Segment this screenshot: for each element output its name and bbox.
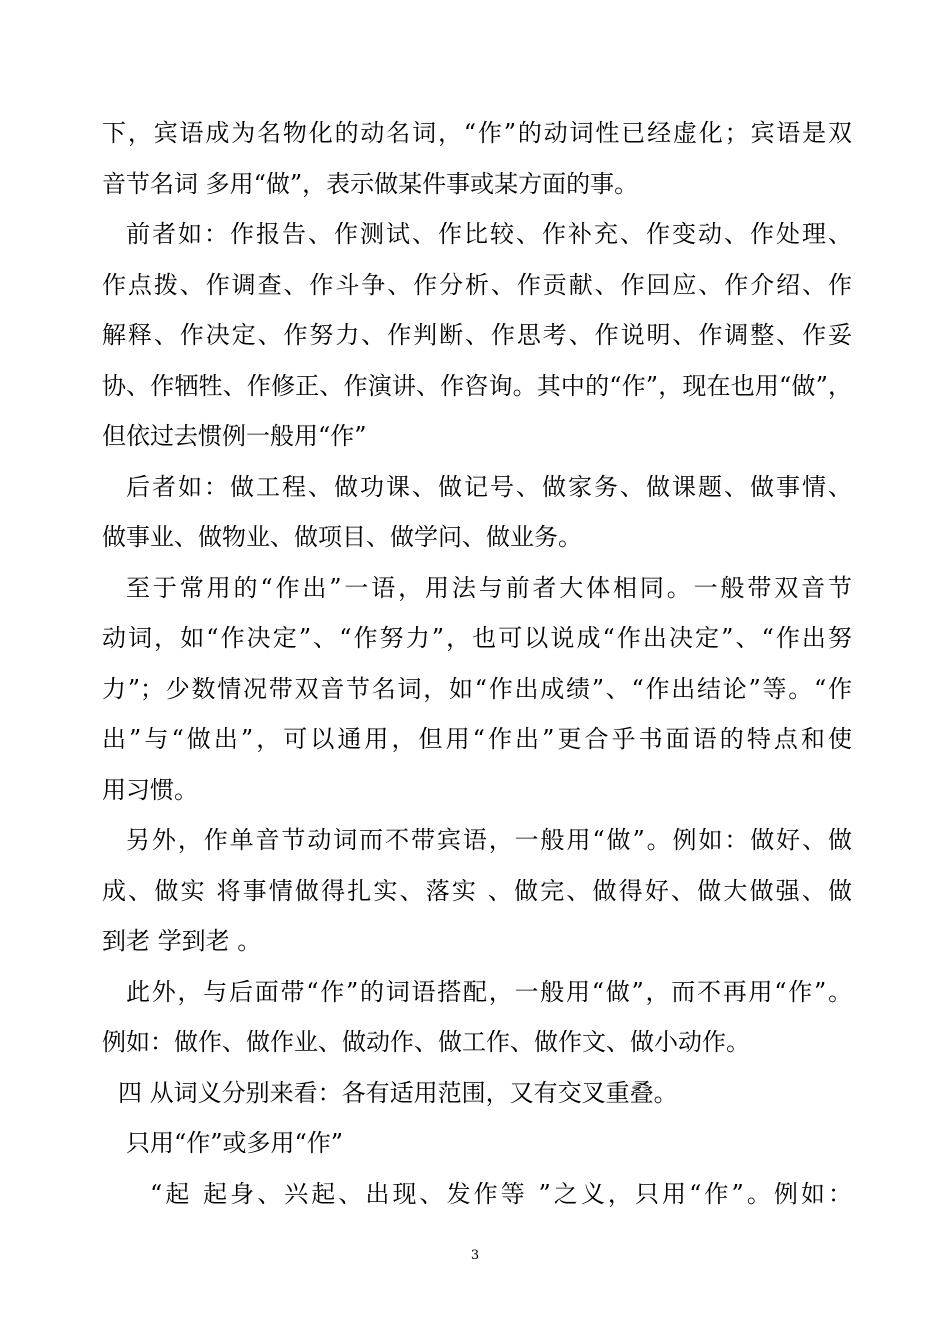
text-line: 出”与“做出”，可以通用，但用“作出”更合乎书面语的特点和使 <box>102 725 852 753</box>
text-line: 作点拨、作调查、作斗争、作分析、作贡献、作回应、作介绍、作 <box>102 270 852 299</box>
text-line: 但依过去惯例一般用“作” <box>102 422 367 450</box>
text-line: 音节名词 多用“做”，表示做某件事或某方面的事。 <box>102 169 639 198</box>
text-line: 协、作牺牲、作修正、作演讲、作咨询。其中的“作”，现在也用“做”， <box>102 371 852 400</box>
text-line: 例如：做作、做作业、做动作、做工作、做作文、做小动作。 <box>102 1028 750 1056</box>
text-line: 下，宾语成为名物化的动名词，“作”的动词性已经虚化；宾语是双 <box>102 119 852 147</box>
text-line: 到老 学到老 。 <box>102 927 262 955</box>
paragraph-start: 此外，与后面带“作”的词语搭配，一般用“做”，而不再用“作”。 <box>126 977 852 1006</box>
text-line: 动词，如“作决定”、“作努力”，也可以说成“作出决定”、“作出努 <box>102 624 852 652</box>
text-line: 解释、作决定、作努力、作判断、作思考、作说明、作调整、作妥 <box>102 321 852 349</box>
text-line: 做事业、做物业、做项目、做学问、做业务。 <box>102 523 582 551</box>
subheading: 只用“作”或多用“作” <box>126 1129 344 1157</box>
body-text <box>102 108 852 1219</box>
paragraph-start: 前者如：作报告、作测试、作比较、作补充、作变动、作处理、 <box>126 220 852 248</box>
page-number: 3 <box>470 1248 480 1263</box>
text-line: 力”；少数情况带双音节名词，如“作出成绩”、“作出结论”等。“作 <box>102 674 852 703</box>
paragraph-start: 另外，作单音节动词而不带宾语，一般用“做”。例如：做好、做 <box>126 826 852 854</box>
paragraph-start: 后者如：做工程、做功课、做记号、做家务、做课题、做事情、 <box>126 472 852 501</box>
paragraph-start: “起 起身、兴起、出现、发作等 ”之义，只用“作”。例如： <box>150 1179 852 1208</box>
paragraph-start: 至于常用的“作出”一语，用法与前者大体相同。一般带双音节 <box>126 573 852 602</box>
text-line: 用习惯。 <box>102 775 198 804</box>
text-line: 成、做实 将事情做得扎实、落实 、做完、做得好、做大做强、做 <box>102 876 852 905</box>
section-heading: 四 从词义分别来看：各有适用范围，又有交叉重叠。 <box>118 1078 678 1107</box>
